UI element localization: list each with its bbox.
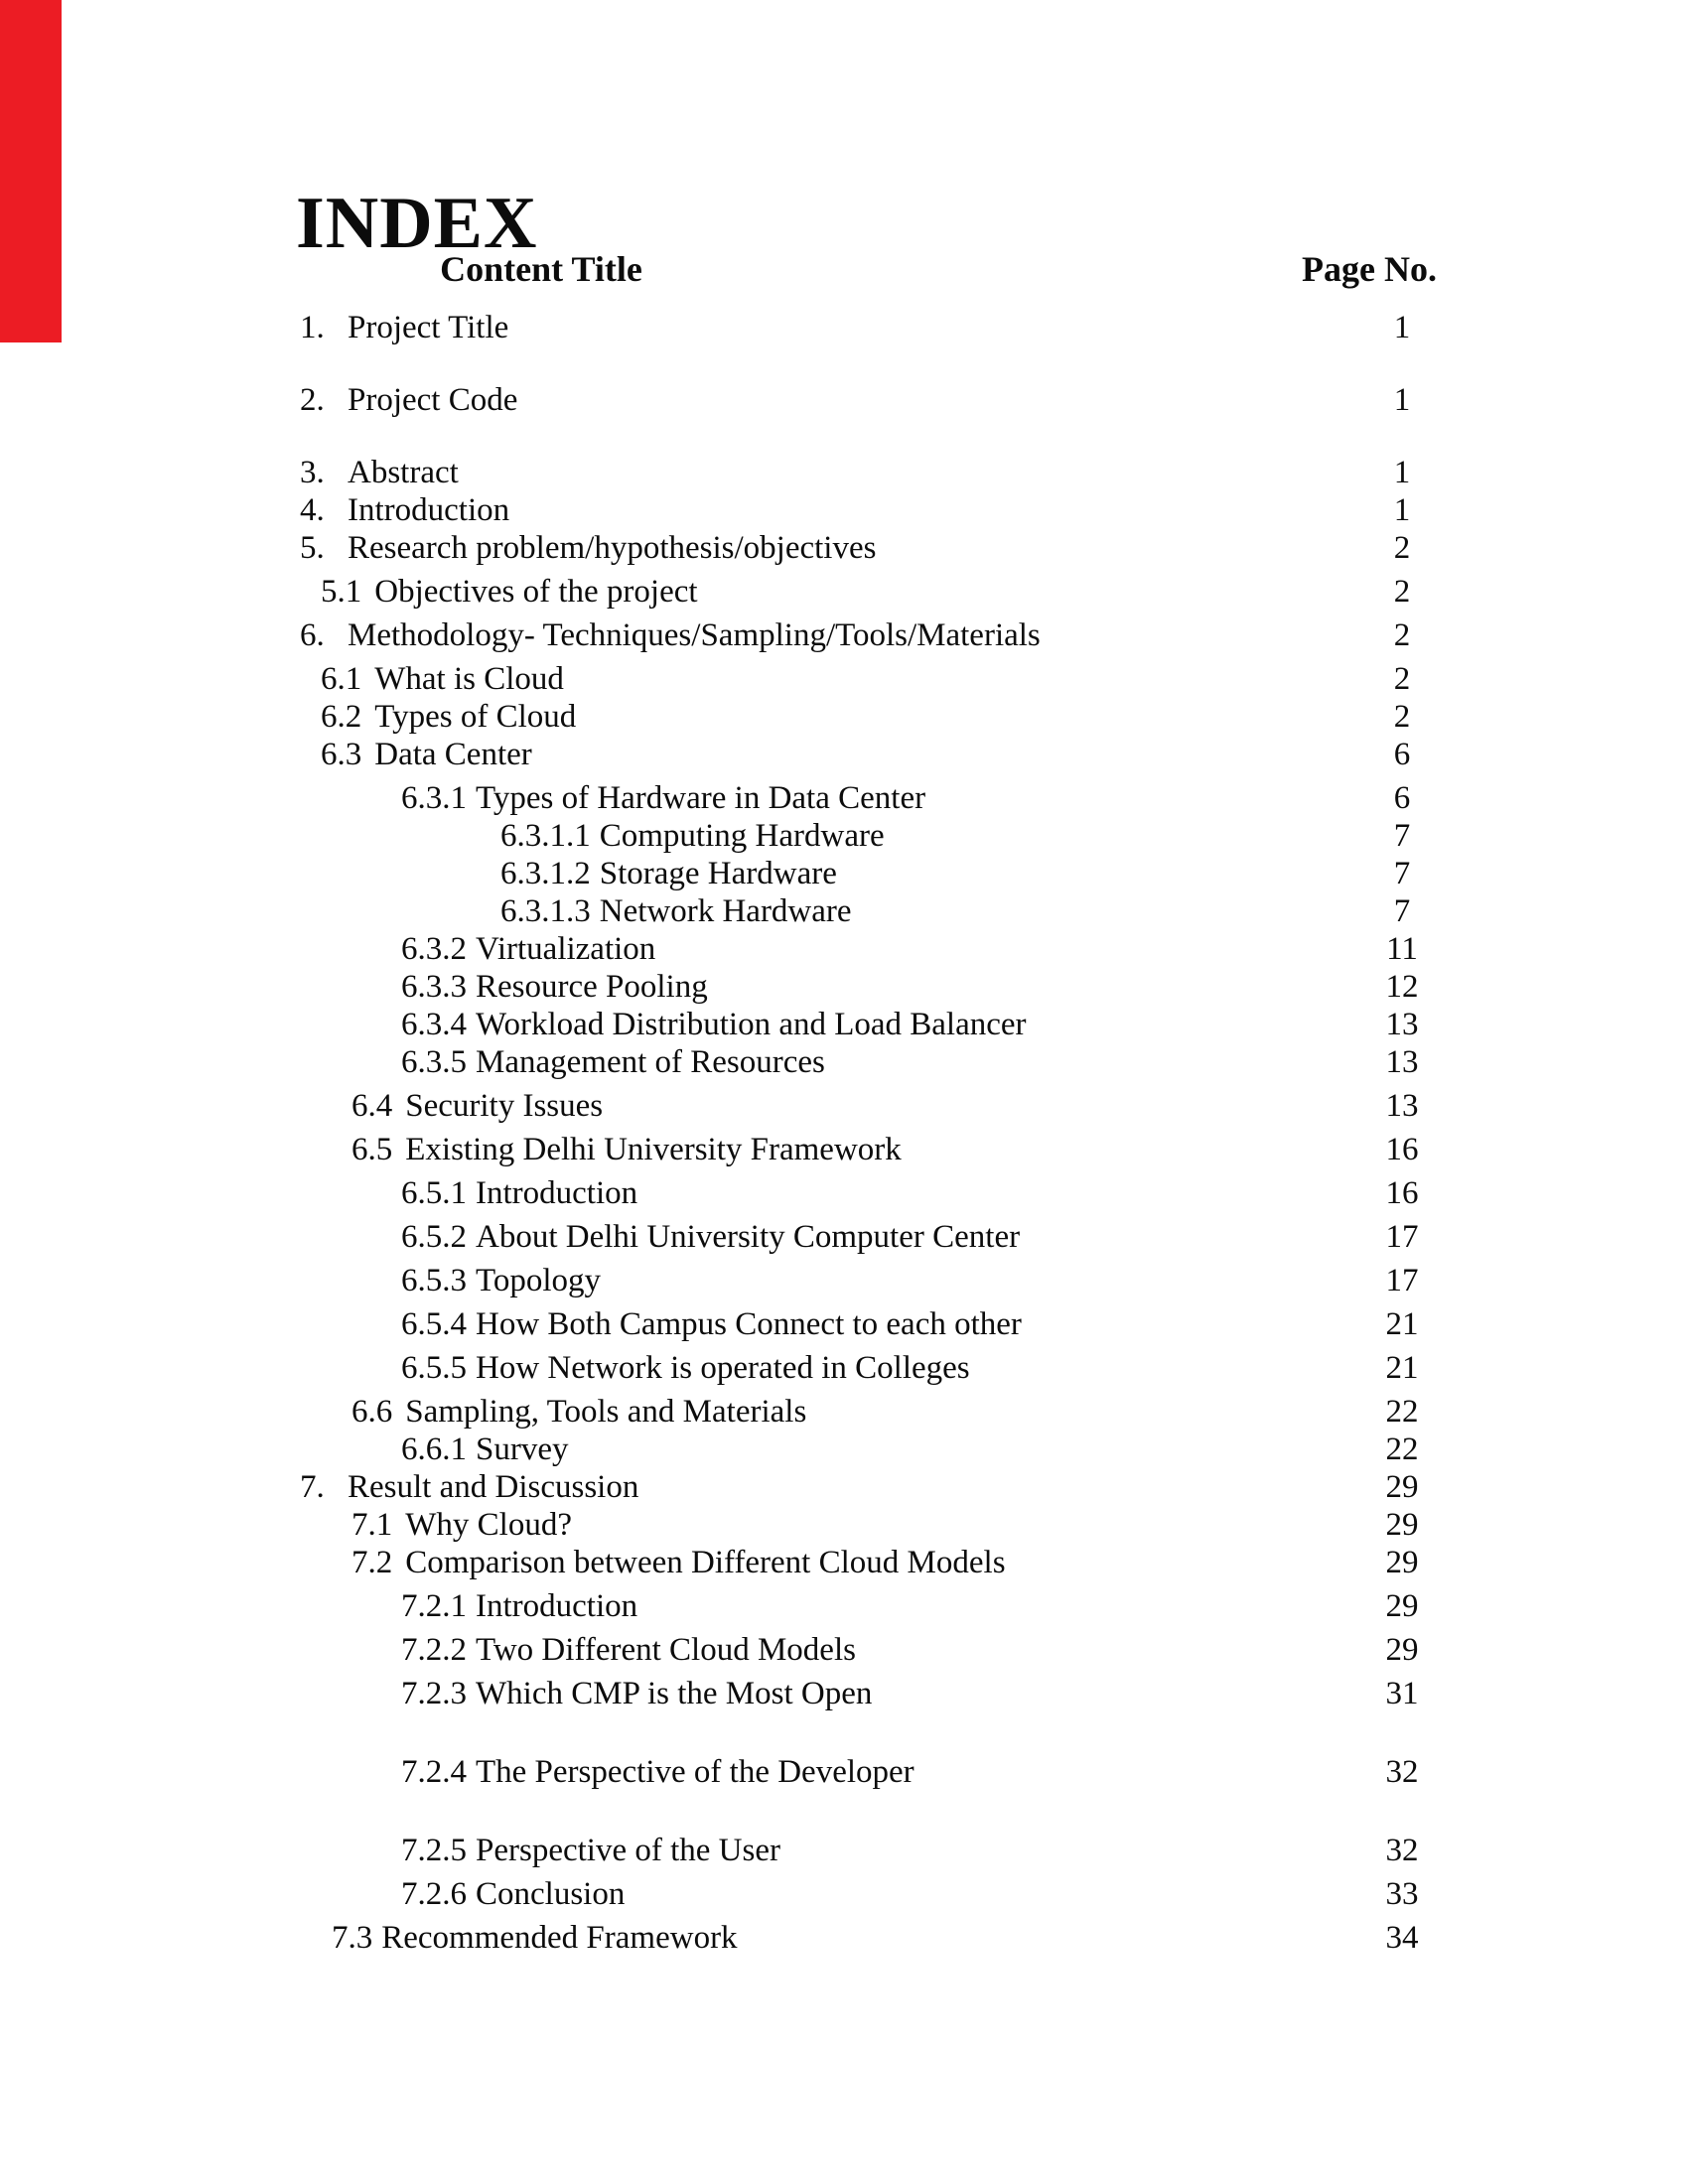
toc-row-title: Project Title xyxy=(348,310,509,345)
toc-row-number: 6.5.2 xyxy=(401,1219,467,1255)
toc-row xyxy=(300,1875,1519,1913)
toc-row-number: 3. xyxy=(300,455,325,490)
toc-row xyxy=(300,892,1519,930)
toc-row-page: 21 xyxy=(1385,1306,1419,1342)
red-margin-bar xyxy=(0,0,62,342)
toc-row-number: 6.3.2 xyxy=(401,931,467,967)
toc-row-page: 12 xyxy=(1385,969,1419,1005)
toc-row-title: Computing Hardware xyxy=(599,818,885,854)
toc-row-page: 16 xyxy=(1385,1132,1419,1167)
toc-row-page: 2 xyxy=(1393,699,1411,735)
toc-row xyxy=(300,660,1519,698)
toc-row-title: Objectives of the project xyxy=(374,574,698,610)
toc-row-title: Research problem/hypothesis/objectives xyxy=(348,530,877,566)
toc-row xyxy=(300,1043,1519,1081)
toc-row-number: 7.2.6 xyxy=(401,1876,467,1912)
toc-row-title: Two Different Cloud Models xyxy=(476,1632,856,1668)
toc-row xyxy=(300,573,1519,611)
toc-row-title: Which CMP is the Most Open xyxy=(476,1676,873,1711)
toc-row-page: 22 xyxy=(1385,1432,1419,1467)
toc-row xyxy=(300,1431,1519,1468)
toc-row-page: 2 xyxy=(1393,661,1411,697)
toc-row xyxy=(300,817,1519,855)
toc-row-number: 6.5.5 xyxy=(401,1350,467,1386)
toc-row-number: 6.3.1 xyxy=(401,780,467,816)
toc-row xyxy=(300,1506,1519,1544)
toc-row-number: 6.3.5 xyxy=(401,1044,467,1080)
toc-row-number: 6.5.4 xyxy=(401,1306,467,1342)
toc-row-title: Result and Discussion xyxy=(348,1469,639,1505)
toc-row-page: 2 xyxy=(1393,574,1411,610)
toc-row xyxy=(300,381,1519,419)
toc-row-page: 21 xyxy=(1385,1350,1419,1386)
toc-row-title: Network Hardware xyxy=(599,893,852,929)
toc-row-page: 7 xyxy=(1393,893,1411,929)
toc-row-page: 33 xyxy=(1385,1876,1419,1912)
toc-row-page: 17 xyxy=(1385,1263,1419,1298)
toc-row-title: About Delhi University Computer Center xyxy=(476,1219,1021,1255)
toc-row-number: 6.6.1 xyxy=(401,1432,467,1467)
toc-row-page: 29 xyxy=(1385,1545,1419,1580)
toc-row-title: Types of Hardware in Data Center xyxy=(476,780,926,816)
toc-row xyxy=(300,1919,1519,1957)
toc-row-number: 6.5.3 xyxy=(401,1263,467,1298)
toc-row-number: 6.6 xyxy=(352,1394,393,1430)
toc-row-title: How Network is operated in Colleges xyxy=(476,1350,970,1386)
toc-row xyxy=(300,1753,1519,1791)
toc-row-number: 6.2 xyxy=(321,699,362,735)
toc-row-number: 6.3.1.2 xyxy=(500,856,591,891)
page-title: INDEX xyxy=(296,182,538,264)
toc-row-title: Project Code xyxy=(348,382,518,418)
toc-row-page: 1 xyxy=(1393,310,1411,345)
toc-row-page: 1 xyxy=(1393,382,1411,418)
toc-row-title: The Perspective of the Developer xyxy=(476,1754,914,1790)
toc-row-number: 6.3.1.1 xyxy=(500,818,591,854)
toc-row-number: 6.3 xyxy=(321,737,362,772)
toc-row-number: 7.2.4 xyxy=(401,1754,467,1790)
toc-row-title: Survey xyxy=(476,1432,569,1467)
toc-row-number: 7.2.5 xyxy=(401,1833,467,1868)
toc-row-number: 7.3 xyxy=(332,1920,373,1956)
toc-row-page: 17 xyxy=(1385,1219,1419,1255)
toc-row-page: 31 xyxy=(1385,1676,1419,1711)
toc-row xyxy=(300,309,1519,346)
toc-row xyxy=(300,1832,1519,1869)
toc-row-page: 13 xyxy=(1385,1044,1419,1080)
toc-row-title: Introduction xyxy=(476,1588,638,1624)
toc-row-page: 22 xyxy=(1385,1394,1419,1430)
toc-row xyxy=(300,779,1519,817)
toc-row xyxy=(300,1262,1519,1299)
toc-row-title: Recommended Framework xyxy=(381,1920,738,1956)
toc-row-number: 6.5.1 xyxy=(401,1175,467,1211)
toc-row-page: 29 xyxy=(1385,1469,1419,1505)
toc-row-title: Security Issues xyxy=(405,1088,604,1124)
toc-row-title: Data Center xyxy=(374,737,532,772)
toc-row xyxy=(300,1468,1519,1506)
toc-row xyxy=(300,930,1519,968)
toc-row xyxy=(300,1393,1519,1431)
toc-row-number: 4. xyxy=(300,492,325,528)
toc-row-page: 16 xyxy=(1385,1175,1419,1211)
toc-row-title: Types of Cloud xyxy=(374,699,577,735)
toc-row-number: 6. xyxy=(300,617,325,653)
toc-row-number: 6.3.1.3 xyxy=(500,893,591,929)
toc-row xyxy=(300,968,1519,1006)
toc-row-number: 6.3.3 xyxy=(401,969,467,1005)
toc-row-number: 2. xyxy=(300,382,325,418)
toc-row-number: 7.2.1 xyxy=(401,1588,467,1624)
toc-row-title: How Both Campus Connect to each other xyxy=(476,1306,1022,1342)
toc-row xyxy=(300,736,1519,773)
toc-row xyxy=(300,1349,1519,1387)
toc-row-title: What is Cloud xyxy=(374,661,564,697)
toc-row-number: 1. xyxy=(300,310,325,345)
toc-row-title: Conclusion xyxy=(476,1876,626,1912)
toc-row-number: 7.2.3 xyxy=(401,1676,467,1711)
toc-row-page: 6 xyxy=(1393,737,1411,772)
toc-row-number: 7.2 xyxy=(352,1545,393,1580)
toc-row-number: 7. xyxy=(300,1469,325,1505)
toc-row-page: 29 xyxy=(1385,1507,1419,1543)
toc-row-title: Introduction xyxy=(476,1175,638,1211)
toc-row-title: Management of Resources xyxy=(476,1044,825,1080)
toc-row xyxy=(300,454,1519,491)
toc-row xyxy=(300,1587,1519,1625)
toc-row-number: 6.5 xyxy=(352,1132,393,1167)
toc-row xyxy=(300,1087,1519,1125)
toc-row-title: Topology xyxy=(476,1263,602,1298)
toc-row-title: Virtualization xyxy=(476,931,656,967)
toc-row xyxy=(300,1544,1519,1581)
toc-row-title: Methodology- Techniques/Sampling/Tools/Materials xyxy=(348,617,1041,653)
toc-row xyxy=(300,1675,1519,1712)
toc-row-page: 32 xyxy=(1385,1754,1419,1790)
toc-row-page: 13 xyxy=(1385,1088,1419,1124)
page-no-header: Page No. xyxy=(1302,249,1437,289)
toc-row-number: 6.4 xyxy=(352,1088,393,1124)
toc-row-page: 29 xyxy=(1385,1588,1419,1624)
toc-row-page: 7 xyxy=(1393,856,1411,891)
toc-row xyxy=(300,491,1519,529)
toc-row-number: 6.1 xyxy=(321,661,362,697)
toc-row-title: Introduction xyxy=(348,492,510,528)
toc-row xyxy=(300,855,1519,892)
toc-row-page: 2 xyxy=(1393,617,1411,653)
toc-row-number: 7.1 xyxy=(352,1507,393,1543)
toc-row xyxy=(300,1131,1519,1168)
toc-row-number: 7.2.2 xyxy=(401,1632,467,1668)
toc-row xyxy=(300,1631,1519,1669)
content-title-header: Content Title xyxy=(440,249,642,289)
toc-row-title: Existing Delhi University Framework xyxy=(405,1132,902,1167)
toc-row-title: Why Cloud? xyxy=(405,1507,572,1543)
toc-rows xyxy=(300,309,1519,1957)
toc-row-title: Workload Distribution and Load Balancer xyxy=(476,1007,1027,1042)
toc-row-page: 7 xyxy=(1393,818,1411,854)
toc-row-page: 11 xyxy=(1386,931,1418,967)
toc-row-title: Abstract xyxy=(348,455,459,490)
toc-row-page: 6 xyxy=(1393,780,1411,816)
toc-row xyxy=(300,1006,1519,1043)
toc-row-page: 13 xyxy=(1385,1007,1419,1042)
toc-row-page: 32 xyxy=(1385,1833,1419,1868)
toc-row-page: 34 xyxy=(1385,1920,1419,1956)
toc-row xyxy=(300,698,1519,736)
toc-row xyxy=(300,1305,1519,1343)
toc-row-page: 1 xyxy=(1393,492,1411,528)
toc-row-title: Comparison between Different Cloud Models xyxy=(405,1545,1006,1580)
toc-row xyxy=(300,529,1519,567)
toc-row-number: 6.3.4 xyxy=(401,1007,467,1042)
toc-row-page: 2 xyxy=(1393,530,1411,566)
toc-row-title: Sampling, Tools and Materials xyxy=(405,1394,807,1430)
toc-row xyxy=(300,616,1519,654)
toc-row-page: 29 xyxy=(1385,1632,1419,1668)
toc-row xyxy=(300,1174,1519,1212)
toc-row-number: 5. xyxy=(300,530,325,566)
toc-row-title: Storage Hardware xyxy=(599,856,837,891)
toc-row xyxy=(300,1218,1519,1256)
toc-row-number: 5.1 xyxy=(321,574,362,610)
toc-row-page: 1 xyxy=(1393,455,1411,490)
toc-row-title: Resource Pooling xyxy=(476,969,708,1005)
toc-row-title: Perspective of the User xyxy=(476,1833,780,1868)
